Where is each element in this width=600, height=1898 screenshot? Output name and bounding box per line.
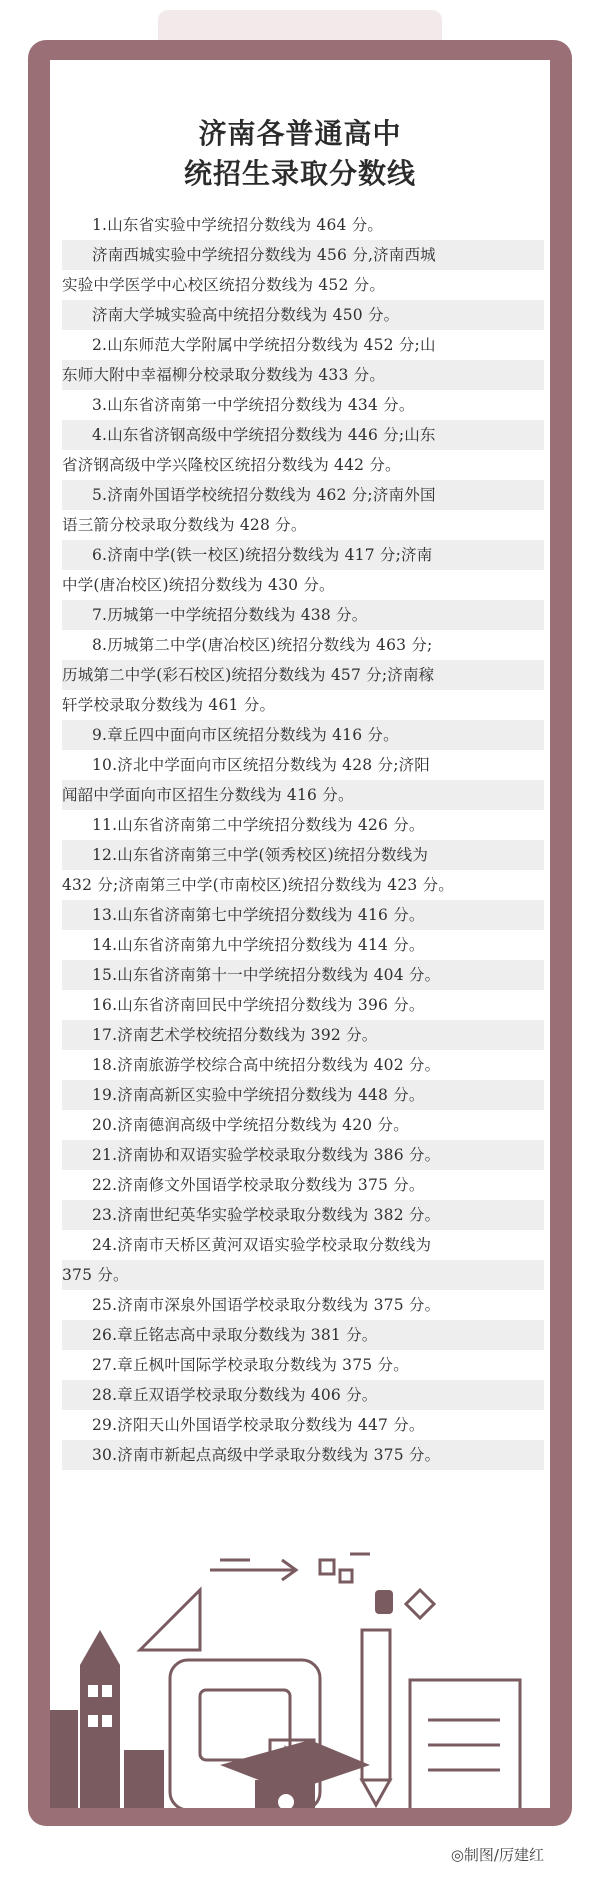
score-list [62,210,544,1470]
credit-text: ◎制图/厉建红 [450,1846,544,1864]
score-line: 14.山东省济南第九中学统招分数线为 414 分。 [92,936,425,954]
score-line: 28.章丘双语学校录取分数线为 406 分。 [62,1380,544,1410]
title-line-2: 统招生录取分数线 [183,157,416,190]
score-line: 17.济南艺术学校统招分数线为 392 分。 [62,1020,544,1050]
score-line: 12.山东省济南第三中学(领秀校区)统招分数线为 [62,840,544,870]
score-line: 4.山东省济钢高级中学统招分数线为 446 分;山东 [62,420,544,450]
score-line: 语三箭分校录取分数线为 428 分。 [62,516,307,534]
score-line: 济南大学城实验高中统招分数线为 450 分。 [62,300,544,330]
school-supplies-illustration [50,1530,550,1808]
score-line: 6.济南中学(铁一校区)统招分数线为 417 分;济南 [62,540,544,570]
score-line: 11.山东省济南第二中学统招分数线为 426 分。 [92,816,425,834]
title-line-1: 济南各普通高中 [198,117,402,150]
score-line: 东师大附中幸福柳分校录取分数线为 433 分。 [62,360,544,390]
score-line: 5.济南外国语学校统招分数线为 462 分;济南外国 [62,480,544,510]
score-line: 中学(唐冶校区)统招分数线为 430 分。 [62,576,335,594]
score-line: 1.山东省实验中学统招分数线为 464 分。 [92,216,384,234]
score-line: 30.济南市新起点高级中学录取分数线为 375 分。 [62,1440,544,1470]
score-line: 432 分;济南第三中学(市南校区)统招分数线为 423 分。 [62,876,454,894]
score-line: 15.山东省济南第十一中学统招分数线为 404 分。 [62,960,544,990]
score-line: 13.山东省济南第七中学统招分数线为 416 分。 [62,900,544,930]
score-line: 24.济南市天桥区黄河双语实验学校录取分数线为 [92,1236,432,1254]
score-line: 20.济南德润高级中学统招分数线为 420 分。 [92,1116,409,1134]
score-line: 22.济南修文外国语学校录取分数线为 375 分。 [92,1176,425,1194]
score-line: 9.章丘四中面向市区统招分数线为 416 分。 [62,720,544,750]
score-line: 27.章丘枫叶国际学校录取分数线为 375 分。 [92,1356,409,1374]
score-line: 历城第二中学(彩石校区)统招分数线为 457 分;济南稼 [62,660,544,690]
score-line: 8.历城第二中学(唐冶校区)统招分数线为 463 分; [92,636,433,654]
paper-panel [50,60,550,1808]
score-line: 省济钢高级中学兴隆校区统招分数线为 442 分。 [62,456,401,474]
score-line: 21.济南协和双语实验学校录取分数线为 386 分。 [62,1140,544,1170]
score-line: 10.济北中学面向市区统招分数线为 428 分;济阳 [92,756,431,774]
score-line: 26.章丘铭志高中录取分数线为 381 分。 [62,1320,544,1350]
score-line: 16.山东省济南回民中学统招分数线为 396 分。 [92,996,425,1014]
score-line: 轩学校录取分数线为 461 分。 [62,696,276,714]
score-line: 实验中学医学中心校区统招分数线为 452 分。 [62,276,386,294]
score-line: 闻韶中学面向市区招生分数线为 416 分。 [62,780,544,810]
score-line: 25.济南市深泉外国语学校录取分数线为 375 分。 [92,1296,441,1314]
score-line: 375 分。 [62,1260,544,1290]
score-line: 3.山东省济南第一中学统招分数线为 434 分。 [92,396,415,414]
score-line: 18.济南旅游学校综合高中统招分数线为 402 分。 [92,1056,441,1074]
score-line: 23.济南世纪英华实验学校录取分数线为 382 分。 [62,1200,544,1230]
score-line: 7.历城第一中学统招分数线为 438 分。 [62,600,544,630]
score-line: 19.济南高新区实验中学统招分数线为 448 分。 [62,1080,544,1110]
score-line: 29.济阳天山外国语学校录取分数线为 447 分。 [92,1416,425,1434]
score-line: 2.山东师范大学附属中学统招分数线为 452 分;山 [92,336,436,354]
score-line: 济南西城实验中学统招分数线为 456 分,济南西城 [62,240,544,270]
